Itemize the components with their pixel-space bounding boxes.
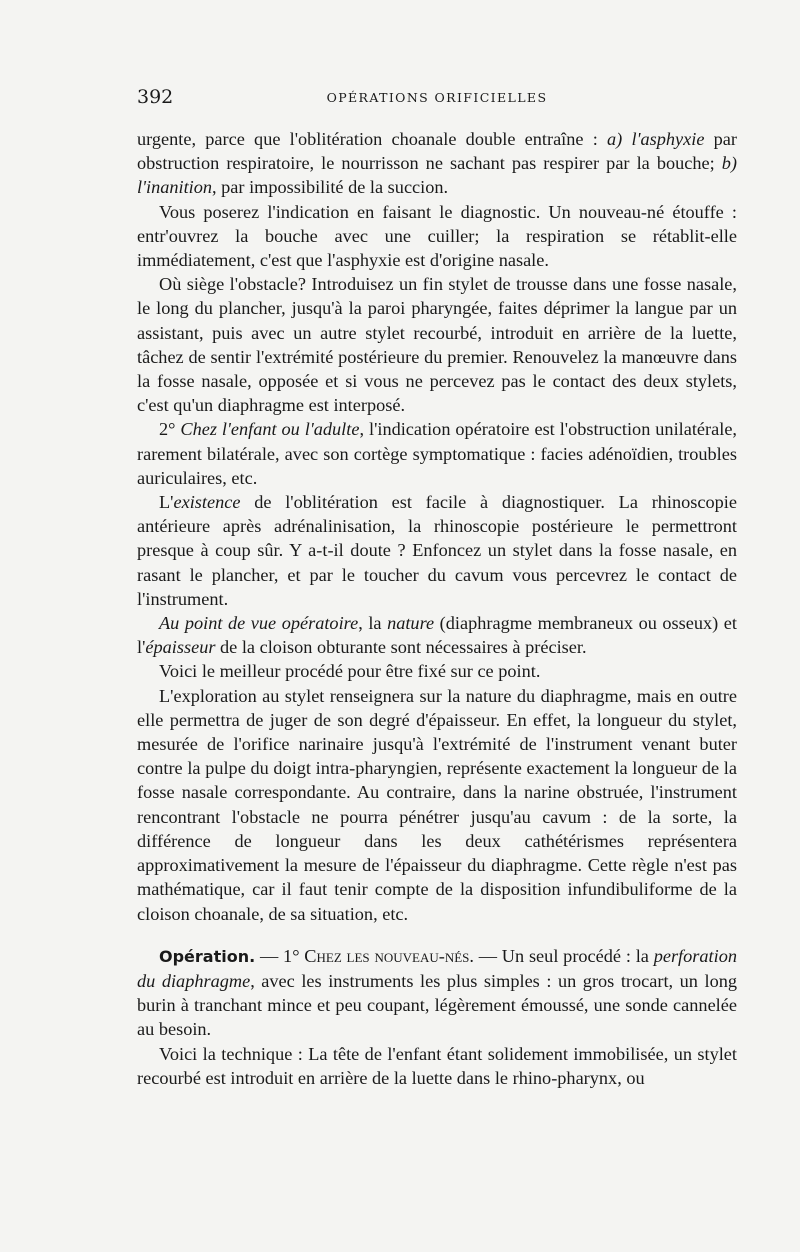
subsection-heading: Chez les nouveau-nés [304, 945, 470, 966]
paragraph-3: Où siège l'obstacle? Introduisez un fin stylet de trousse dans une fosse nasale, le long du plancher, jusqu'à la paroi pharyngée, faites déprimer la langue par un assistant, puis avec un autre stylet recourbé, introduit en arrière de la luette, tâchez de sentir l'extrémité postérieure du premier. Renouvelez la manœuvre dans la fosse nasale, opposée et si vous ne percevez pas le contact des deux stylets, c'est qu'un diaphragme est interposé. [137, 274, 737, 416]
paragraph-2: Vous poserez l'indication en faisant le diagnostic. Un nouveau-né étouffe : entr'ouvrez la bouche avec une cuiller; la respiration se rétablit-elle immédiatement, c'est que l'asphyxie est d'origine nasale. [137, 201, 737, 271]
paragraph-6: Au point de vue opératoire, la nature (diaphragme membraneux ou osseux) et l'épaisseur de la cloison obturante sont nécessaires à préciser. [137, 613, 737, 658]
operation-section: Opération. — 1° Chez les nouveau-nés. — Un seul procédé : la perforation du diaphragme, avec les instruments les plus simples : un gros trocart, un long burin à tranchant mince et peu coupant, légèrement émoussé, une sonde cannelée au besoin. [137, 945, 737, 1040]
section-heading: Opération. [159, 946, 256, 966]
page-number: 392 [137, 86, 174, 108]
paragraph-7: Voici le meilleur procédé pour être fixé sur ce point. [159, 661, 541, 682]
page-header [137, 86, 737, 108]
body-text [137, 127, 737, 1090]
paragraph-5: L'existence de l'oblitération est facile à diagnostiquer. La rhinoscopie antérieure après adrénalinisation, la rhinoscopie postérieure le permettront presque à coup sûr. Y a-t-il doute ? Enfoncez un stylet dans la fosse nasale, en rasant le plancher, et par le toucher du cavum vous percevrez le contact de l'instrument. [137, 492, 737, 609]
paragraph-1: urgente, parce que l'oblitération choanale double entraîne : a) l'asphyxie par obstruction respiratoire, le nourrisson ne sachant pas respirer par la bouche; b) l'inanition, par impossibilité de la succion. [137, 129, 737, 198]
paragraph-10: Voici la technique : La tête de l'enfant étant solidement immobilisée, un stylet recourbé est introduit en arrière de la luette dans le rhino-pharynx, ou [137, 1043, 737, 1088]
running-title: OPÉRATIONS ORIFICIELLES [326, 90, 548, 105]
paragraph-8: L'exploration au stylet renseignera sur la nature du diaphragme, mais en outre elle permettra de juger de son degré d'épaisseur. En effet, la longueur du stylet, mesurée de l'orifice narinaire jusqu'à l'extrémité de l'instrument venant buter contre la pulpe du doigt intra-pharyngien, représente exactement la longueur de la fosse nasale correspondante. Au contraire, dans la narine obstruée, l'instrument rencontrant l'obstacle ne pourra pénétrer jusqu'au cavum : de la sorte, la différence de longueur dans les deux cathétérismes représentera approximativement la mesure de l'épaisseur du diaphragme. Cette règle n'est pas mathématique, car il faut tenir compte de la disposition infundibuliforme de la cloison choanale, de sa situation, etc. [137, 685, 737, 924]
paragraph-4: 2° Chez l'enfant ou l'adulte, l'indication opératoire est l'obstruction unilatérale, rarement bilatérale, avec son cortège symptomatique : facies adénoïdien, troubles auriculaires, etc. [137, 419, 738, 488]
